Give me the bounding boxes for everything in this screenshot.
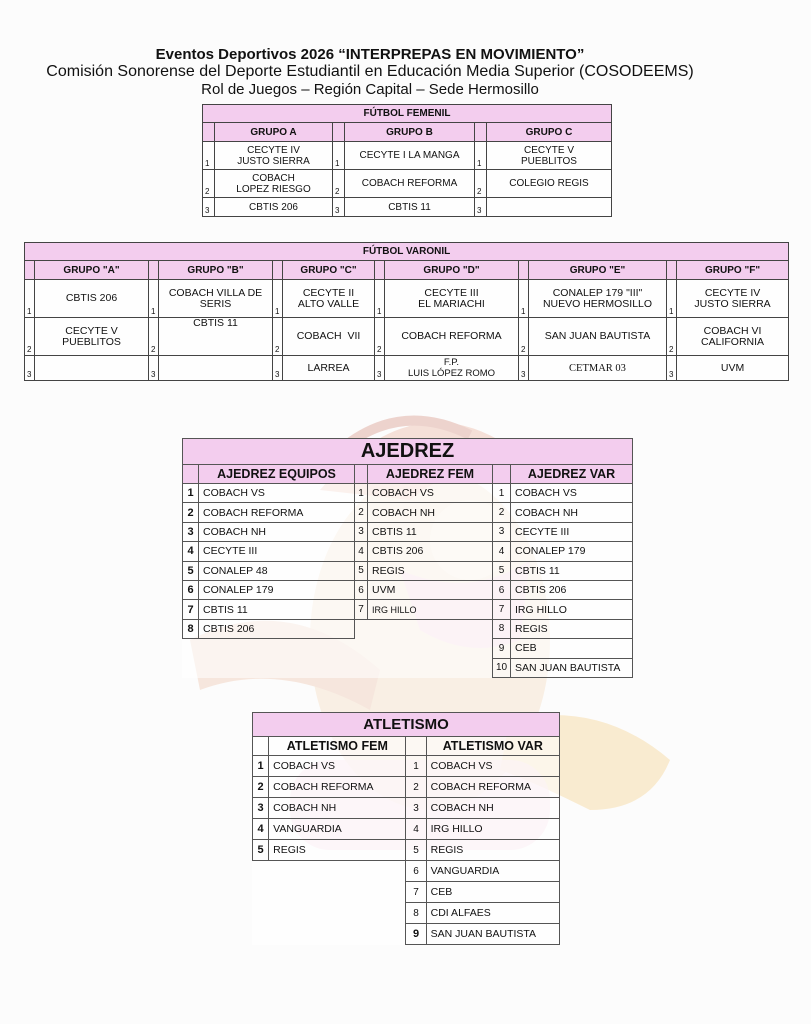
row-number: 2	[203, 170, 215, 198]
row-number: 4	[253, 819, 269, 840]
column-header: AJEDREZ FEM	[368, 465, 493, 484]
row-number: 2	[667, 318, 677, 356]
team-cell: COBACH VI CALIFORNIA	[677, 318, 789, 356]
team-cell: COBACH VS	[426, 756, 559, 777]
group-header: GRUPO "D"	[385, 261, 519, 280]
team-cell: CECYTE III EL MARIACHI	[385, 280, 519, 318]
row-number: 1	[203, 142, 215, 170]
row-number: 7	[406, 882, 426, 903]
row-number: 1	[183, 484, 199, 503]
row-number: 10	[493, 658, 511, 677]
team-cell: CECYTE I LA MANGA	[345, 142, 475, 170]
row-number: 2	[493, 503, 511, 522]
row-number: 6	[406, 861, 426, 882]
team-cell: COBACH VS	[199, 484, 355, 503]
row-number: 1	[375, 280, 385, 318]
organization-name: Comisión Sonorense del Deporte Estudiantil en Educación Media Superior (COSODEEMS)	[46, 63, 694, 80]
row-number: 5	[183, 561, 199, 580]
row-number: 5	[493, 561, 511, 580]
team-cell: LARREA	[283, 356, 375, 381]
team-cell: COBACH REFORMA	[269, 777, 406, 798]
team-cell: CBTIS 206	[199, 619, 355, 638]
team-cell	[487, 198, 612, 217]
team-cell: CBTIS 206	[511, 580, 633, 599]
ajedrez-table	[182, 438, 633, 678]
row-number: 2	[355, 503, 368, 522]
team-cell: COBACH REFORMA	[426, 777, 559, 798]
team-cell: COBACH NH	[511, 503, 633, 522]
column-header: ATLETISMO FEM	[269, 737, 406, 756]
team-cell: COBACH NH	[199, 522, 355, 541]
group-header: GRUPO "B"	[159, 261, 273, 280]
row-number: 9	[493, 639, 511, 658]
row-number: 1	[273, 280, 283, 318]
row-number: 1	[475, 142, 487, 170]
team-cell: COBACH VII	[283, 318, 375, 356]
team-cell: COBACH REFORMA	[199, 503, 355, 522]
row-number: 2	[375, 318, 385, 356]
team-cell: CECYTE V PUEBLITOS	[35, 318, 149, 356]
row-number: 3	[493, 522, 511, 541]
column-header: AJEDREZ EQUIPOS	[199, 465, 355, 484]
team-cell: CBTIS 11	[159, 318, 273, 356]
group-header: GRUPO A	[215, 123, 333, 142]
team-cell: CECYTE II ALTO VALLE	[283, 280, 375, 318]
column-header: ATLETISMO VAR	[426, 737, 559, 756]
team-cell: CEB	[511, 639, 633, 658]
row-number: 6	[183, 580, 199, 599]
team-cell: CONALEP 179	[199, 580, 355, 599]
team-cell: SAN JUAN BAUTISTA	[426, 924, 559, 945]
team-cell: IRG HILLO	[426, 819, 559, 840]
row-number: 3	[355, 522, 368, 541]
team-cell: F.P. LUIS LÓPEZ ROMO	[385, 356, 519, 381]
row-number: 1	[149, 280, 159, 318]
team-cell: IRG HILLO	[368, 600, 493, 619]
team-cell: UVM	[677, 356, 789, 381]
team-cell: CONALEP 179	[511, 542, 633, 561]
row-number: 3	[475, 198, 487, 217]
team-cell: COBACH REFORMA	[345, 170, 475, 198]
row-number: 1	[519, 280, 529, 318]
group-header: GRUPO "E"	[529, 261, 667, 280]
row-number: 1	[493, 484, 511, 503]
row-number: 8	[183, 619, 199, 638]
team-cell: CBTIS 11	[368, 522, 493, 541]
row-number: 3	[519, 356, 529, 381]
column-header: AJEDREZ VAR	[511, 465, 633, 484]
team-cell: VANGUARDIA	[426, 861, 559, 882]
team-cell: CDI ALFAES	[426, 903, 559, 924]
row-number: 7	[355, 600, 368, 619]
team-cell: COBACH NH	[426, 798, 559, 819]
team-cell: COBACH VS	[511, 484, 633, 503]
futbol-femenil-table	[202, 104, 612, 217]
row-number: 4	[406, 819, 426, 840]
row-number: 2	[519, 318, 529, 356]
team-cell: COBACH VS	[368, 484, 493, 503]
team-cell: REGIS	[426, 840, 559, 861]
row-number: 5	[355, 561, 368, 580]
row-number: 1	[406, 756, 426, 777]
row-number: 6	[355, 580, 368, 599]
row-number: 1	[25, 280, 35, 318]
team-cell: CBTIS 11	[199, 600, 355, 619]
row-number: 3	[253, 798, 269, 819]
row-number: 2	[25, 318, 35, 356]
team-cell: REGIS	[269, 840, 406, 861]
row-number: 4	[183, 542, 199, 561]
row-number: 7	[183, 600, 199, 619]
row-number: 4	[493, 542, 511, 561]
row-number: 1	[253, 756, 269, 777]
team-cell: CECYTE IV JUSTO SIERRA	[677, 280, 789, 318]
team-cell: COLEGIO REGIS	[487, 170, 612, 198]
team-cell: REGIS	[511, 619, 633, 638]
team-cell: CETMAR 03	[529, 356, 667, 381]
row-number: 9	[406, 924, 426, 945]
team-cell: CECYTE IV JUSTO SIERRA	[215, 142, 333, 170]
group-header: GRUPO C	[487, 123, 612, 142]
atletismo-title: ATLETISMO	[253, 713, 560, 737]
team-cell: CBTIS 206	[215, 198, 333, 217]
row-number: 1	[355, 484, 368, 503]
futbol-varonil-table	[24, 242, 789, 381]
row-number: 3	[333, 198, 345, 217]
row-number: 1	[333, 142, 345, 170]
team-cell	[159, 356, 273, 381]
team-cell: CEB	[426, 882, 559, 903]
row-number: 8	[493, 619, 511, 638]
team-cell: CBTIS 11	[511, 561, 633, 580]
team-cell: SAN JUAN BAUTISTA	[529, 318, 667, 356]
team-cell: IRG HILLO	[511, 600, 633, 619]
document-header	[0, 46, 740, 98]
team-cell: CECYTE III	[511, 522, 633, 541]
row-number: 4	[355, 542, 368, 561]
row-number: 2	[183, 503, 199, 522]
row-number: 5	[253, 840, 269, 861]
row-number: 2	[333, 170, 345, 198]
row-number: 3	[25, 356, 35, 381]
row-number: 1	[667, 280, 677, 318]
event-title: Eventos Deportivos 2026 “INTERPREPAS EN MOVIMIENTO”	[155, 46, 585, 63]
row-number: 3	[406, 798, 426, 819]
row-number: 3	[149, 356, 159, 381]
row-number: 2	[406, 777, 426, 798]
row-number: 3	[375, 356, 385, 381]
team-cell: UVM	[368, 580, 493, 599]
team-cell: CBTIS 11	[345, 198, 475, 217]
group-header: GRUPO "A"	[35, 261, 149, 280]
group-header: GRUPO B	[345, 123, 475, 142]
row-number: 3	[667, 356, 677, 381]
team-cell: COBACH REFORMA	[385, 318, 519, 356]
futbol-varonil-title: FÚTBOL VARONIL	[25, 243, 789, 261]
group-header: GRUPO "C"	[283, 261, 375, 280]
row-number: 7	[493, 600, 511, 619]
team-cell: CONALEP 179 "III" NUEVO HERMOSILLO	[529, 280, 667, 318]
team-cell: SAN JUAN BAUTISTA	[511, 658, 633, 677]
row-number: 2	[273, 318, 283, 356]
team-cell: COBACH NH	[269, 798, 406, 819]
team-cell: CONALEP 48	[199, 561, 355, 580]
team-cell: COBACH NH	[368, 503, 493, 522]
team-cell: CECYTE III	[199, 542, 355, 561]
team-cell: VANGUARDIA	[269, 819, 406, 840]
row-number: 3	[183, 522, 199, 541]
row-number: 8	[406, 903, 426, 924]
futbol-femenil-title: FÚTBOL FEMENIL	[203, 105, 612, 123]
schedule-subtitle: Rol de Juegos – Región Capital – Sede Hermosillo	[201, 81, 539, 98]
row-number: 2	[253, 777, 269, 798]
group-header: GRUPO "F"	[677, 261, 789, 280]
row-number: 3	[203, 198, 215, 217]
team-cell: REGIS	[368, 561, 493, 580]
ajedrez-title: AJEDREZ	[183, 439, 633, 465]
row-number: 5	[406, 840, 426, 861]
team-cell: COBACH VS	[269, 756, 406, 777]
row-number: 2	[475, 170, 487, 198]
row-number: 2	[149, 318, 159, 356]
team-cell: CECYTE V PUEBLITOS	[487, 142, 612, 170]
team-cell	[35, 356, 149, 381]
row-number: 3	[273, 356, 283, 381]
team-cell: CBTIS 206	[35, 280, 149, 318]
team-cell: CBTIS 206	[368, 542, 493, 561]
team-cell: COBACH LOPEZ RIESGO	[215, 170, 333, 198]
atletismo-table	[252, 712, 560, 945]
row-number: 6	[493, 580, 511, 599]
team-cell: COBACH VILLA DE SERIS	[159, 280, 273, 318]
